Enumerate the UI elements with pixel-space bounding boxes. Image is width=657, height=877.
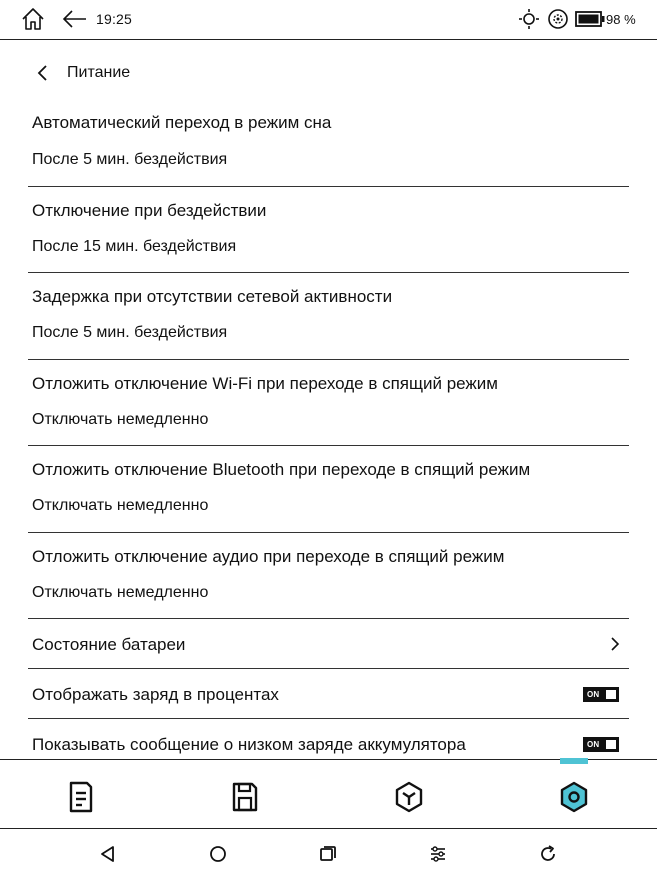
setting-title: Автоматический переход в режим сна [32,113,332,132]
setting-title: Отложить отключение Wi-Fi при переходе в спящий режим [32,373,498,393]
setting-audio-delay[interactable] [28,533,629,620]
toggle-knob [606,740,616,749]
toggle-state: ON [587,690,600,699]
home-icon[interactable] [20,6,46,32]
page-title: Питание [67,64,131,81]
back-arrow-icon[interactable] [62,8,88,30]
sliders-icon[interactable] [428,844,448,864]
setting-network-delay[interactable] [28,273,629,360]
cube-icon[interactable] [394,780,424,814]
bottom-tab-bar [0,759,657,829]
setting-title: Отложить отключение аудио при переходе в спящий режим [32,546,505,566]
recents-icon[interactable] [318,844,338,864]
setting-title: Отображать заряд в процентах [32,685,279,704]
setting-title: Отложить отключение Bluetooth при переходе в спящий режим [32,460,531,479]
setting-battery-state[interactable] [28,619,629,669]
setting-value: Отключать немедленно [32,583,209,601]
setting-title: Показывать сообщение о низком заряде аккумулятора [32,735,466,754]
save-icon[interactable] [230,780,260,814]
setting-title: Состояние батареи [32,635,186,654]
status-bar [0,0,657,40]
setting-title: Отключение при бездействии [32,200,267,220]
toggle-knob [606,690,616,699]
toggle-state: ON [587,740,600,749]
clock: 19:25 [96,11,133,27]
setting-value: Отключать немедленно [32,497,209,514]
setting-value: Отключать немедленно [32,410,209,428]
active-tab-indicator [560,758,588,764]
settings-list [0,100,657,769]
chevron-left-icon[interactable] [34,63,52,83]
setting-auto-sleep[interactable] [28,100,629,187]
battery-percentage: 98 % [606,12,636,27]
setting-bluetooth-delay[interactable] [28,446,629,533]
setting-title: Задержка при отсутствии сетевой активности [32,287,393,306]
system-nav-bar [0,830,657,877]
setting-wifi-delay[interactable] [28,360,629,447]
settings-hex-icon[interactable] [559,780,589,814]
low-battery-toggle[interactable] [583,737,619,752]
setting-show-percentage [28,669,629,719]
setting-idle-shutdown[interactable] [28,187,629,274]
chevron-right-icon [609,636,621,652]
warm-light-icon[interactable] [547,8,569,30]
battery-icon [575,10,605,28]
refresh-icon[interactable] [538,844,558,864]
setting-value: После 15 мин. бездействия [32,237,237,255]
percentage-toggle[interactable] [583,687,619,702]
back-triangle-icon[interactable] [98,844,118,864]
brightness-icon[interactable] [518,8,540,30]
setting-value: После 5 мин. бездействия [32,151,228,168]
home-circle-icon[interactable] [208,844,228,864]
document-icon[interactable] [66,780,96,814]
page-header [0,55,657,91]
setting-value: После 5 мин. бездействия [32,324,228,341]
